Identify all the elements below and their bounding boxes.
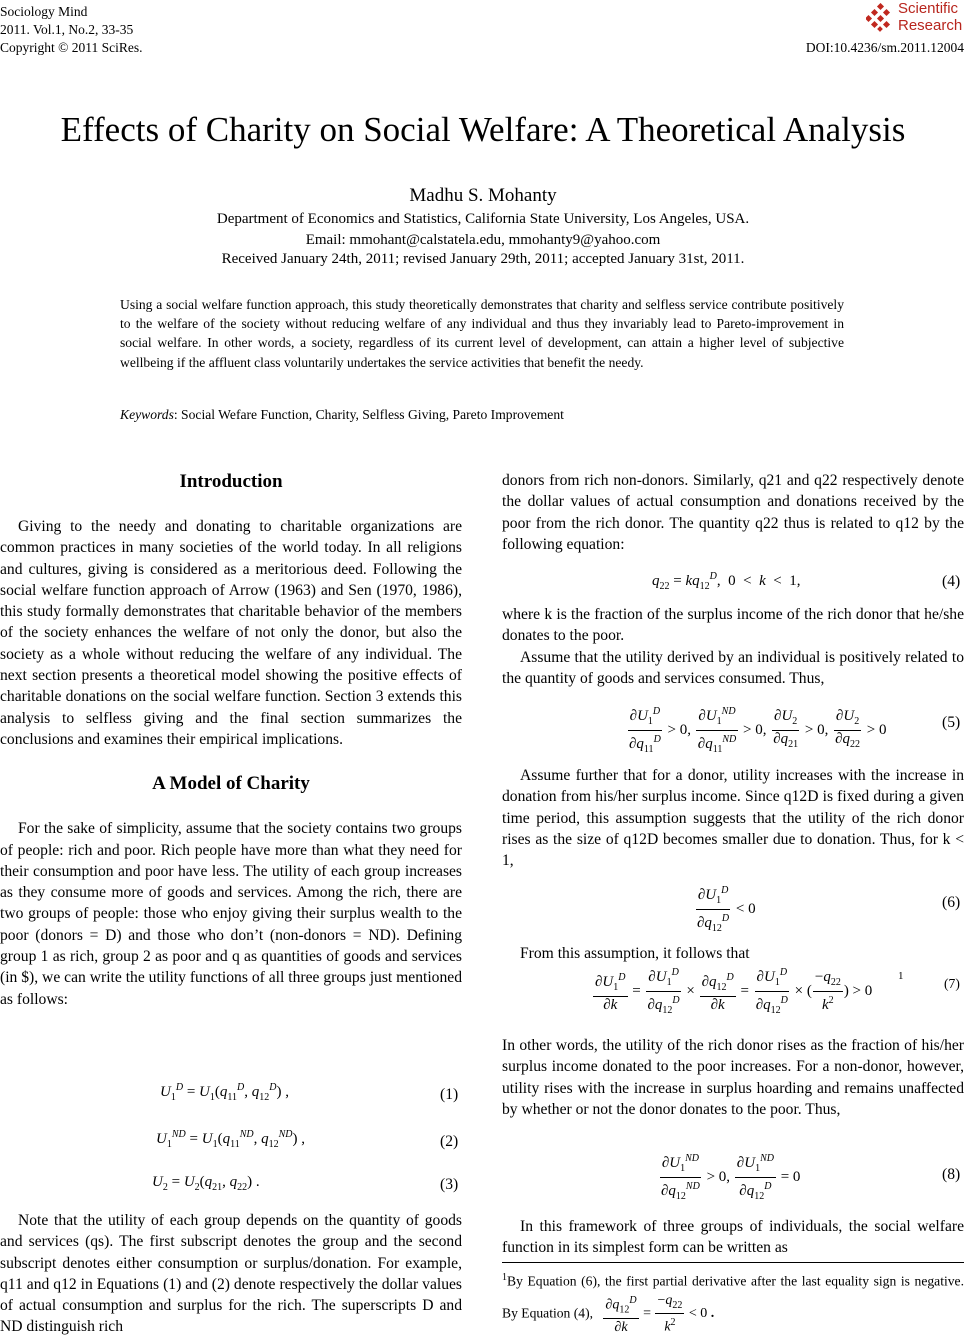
right-column-mid <box>502 604 964 689</box>
doi: DOI:10.4236/sm.2011.12004 <box>805 40 964 55</box>
author: Madhu S. Mohanty <box>409 185 557 206</box>
publisher-word-2: Research <box>898 17 963 34</box>
right-paragraph-7: In this framework of three groups of individuals, the social welfare function in its simplest form can be written as <box>502 1218 964 1257</box>
right-column-framework <box>502 1216 964 1259</box>
volume-info: 2011. Vol.1, No.2, 33-35 <box>0 22 134 37</box>
paper-title: Effects of Charity on Social Welfare: A Theoretical Analysis <box>60 110 906 149</box>
right-paragraph-2: where k is the fraction of the surplus income of the rich donor that he/she donates to the poor. <box>502 606 964 645</box>
note-paragraph: Note that the utility of each group depends on the quantity of goods and services (qs). The first subscript denotes the group and the second subscript denotes either consumption or surplus/donation. For example, q11 and q12 in Equations (1) and (2) denote respectively the dollar values of actual consumption and surplus for the rich. The superscripts D and ND distinguish rich <box>0 1212 462 1336</box>
journal-name: Sociology Mind <box>0 4 88 19</box>
equation-1-number: (1) <box>440 1086 459 1103</box>
equation-4: $q_{22} = kq_{12}^D$, 0 < k < 1, <box>652 571 801 592</box>
equation-4-number: (4) <box>942 573 961 590</box>
footnote-rule <box>502 1262 964 1263</box>
right-paragraph-4: Assume further that for a donor, utility increases with the increase in donation from his/her surplus income. Since q12D is fixed during a given time period, this assumption suggests that the utility of the rich donor rises as the size of q12D becomes smaller due to donation. Thus, for k < 1, <box>502 767 964 870</box>
email: Email: mmohant@calstatela.edu, mmohanty9@yahoo.com <box>305 232 661 248</box>
right-column-assume <box>502 765 964 871</box>
right-paragraph-1: donors from rich non-donors. Similarly, q21 and q22 respectively denote the dollar values of actual consumption and donations received by the poor from the rich donor. The quantity q22 thus is related to q12 by the following equation: <box>502 472 964 553</box>
received-dates: Received January 24th, 2011; revised January 29th, 2011; accepted January 31st, 2011. <box>221 251 745 267</box>
footnote-mark: 1 <box>502 1272 507 1283</box>
equation-7-footnote-mark: 1 <box>898 970 904 982</box>
keywords <box>120 405 844 424</box>
right-paragraph-3: Assume that the utility derived by an individual is positively related to the quantity of goods and services consumed. Thus, <box>502 648 964 687</box>
equation-3: $U_2 = U_2(q_{21}$, $q_{22}$) . <box>152 1174 260 1193</box>
abstract: Using a social welfare function approach, this study theoretically demonstrates that charity and selfless service contribute positively to the welfare of the society without reducing welfare of any individual and thus they invariably lead to Pareto-improvement in social welfare. In other words, a society, regardless of its current level of development, can attain a higher level of subjective wellbeing if the affluent class voluntarily undertakes the service activities that benefit the needy. <box>120 297 844 370</box>
intro-paragraph: Giving to the needy and donating to charitable organizations are common practices in many societies of the world today. In all religions and cultures, giving is considered as a meritorious deed. Following the social welfare function approach of Arrow (1963) and Sen (1970, 1986), this study formally demonstrates that charitable behavior of the members of the society enhances the welfare of not only the donor, but also the society as a whole without reducing the welfare of any individual. The next section presents a theoretical model showing the positive effects of charitable donations on the social welfare function. Section 3 extends this analysis to selfless giving and the final section summarizes the conclusions and examines their empirical implications. <box>0 518 462 748</box>
equation-2-number: (2) <box>440 1133 459 1150</box>
right-paragraph-6: In other words, the utility of the rich donor rises as the fraction of his/her surplus income donated to the poor increases. For a non-donor, however, utility rises with the increase in surplus hoarding and remains unaffected by whether or not the donor donates to the poor. Thus, <box>502 1037 964 1118</box>
equation-3-number: (3) <box>440 1176 459 1193</box>
right-column-from <box>502 943 964 964</box>
model-paragraph: For the sake of simplicity, assume that the society contains two groups of people: rich and poor. Rich people have more than what they need for their consumption and poor have less. The utility of each group increases as they consume more of goods and services. Among the rich, there are two groups of people: those who enjoy giving their surplus wealth to the poor (donors = D) and those who don’t (non-donors = ND). Defining group 1 as rich, group 2 as poor and q as quantities of goods and services (in $), we can write the utility functions of all three groups just mentioned as follows: <box>0 820 462 1008</box>
equation-6: $\frac{\partial U_1^D}{\partial q_{12}^D}$ < 0 <box>694 882 756 937</box>
footnote-equation: $\frac{\partial q_{12}^D}{\partial k}$ = $\frac{-q_{22}}{k^2}$ < 0 . <box>605 1292 715 1335</box>
right-paragraph-5: From this assumption, it follows that <box>520 945 750 962</box>
copyright: Copyright © 2011 SciRes. <box>0 40 143 55</box>
left-column-bottom <box>0 1210 462 1338</box>
footnote-text: By Equation (6), the first partial derivative after the last equality sign is negative. By Equation (4), <box>502 1273 964 1320</box>
equation-8: $\frac{\partial U_1^{ND}}{\partial q_{12}^{ND}}$ > 0, $\frac{\partial U_1^{ND}}{\partial q_{12}^D}$ = 0 <box>658 1150 800 1205</box>
keywords-label: Keywords <box>120 407 174 422</box>
equation-1: $U_1^D = U_1(q_{11}^D$, $q_{12}^D$) , <box>160 1082 289 1103</box>
footnote <box>502 1268 964 1336</box>
affiliation: Department of Economics and Statistics, California State University, Los Angeles, USA. <box>216 211 750 227</box>
equation-2: $U_1^{ND} = U_1(q_{11}^{ND}$, $q_{12}^{ND}$) , <box>156 1129 306 1150</box>
left-column <box>0 470 462 1010</box>
model-heading: A Model of Charity <box>152 773 310 795</box>
publisher-word-1: Scientific <box>898 0 959 17</box>
equation-5-number: (5) <box>942 714 961 731</box>
publisher-logo <box>866 0 966 36</box>
equation-5: $\frac{\partial U_1^D}{\partial q_{11}^D}$ > 0, $\frac{\partial U_1^{ND}}{\partial q_{11}^{ND}}$ > 0, $\frac{\partial U_2}{\partial q_{21}}$ > 0, $\frac{\partial U_2}{\partial q_{22}}$ > 0 <box>626 703 886 758</box>
equation-7: $\frac{\partial U_1^D}{\partial k}$ = $\frac{\partial U_1^D}{\partial q_{12}^D}$ × $\frac{\partial q_{12}^D}{\partial k}$ = $\frac{\partial U_1^D}{\partial q_{12}^D}$ × ( $\frac{-q_{22}}{k^2}$ ) > 0 <box>592 964 872 1019</box>
right-column-top <box>502 470 964 555</box>
right-column-words <box>502 1035 964 1120</box>
equation-8-number: (8) <box>942 1166 961 1183</box>
logo-mark-icon <box>866 3 896 33</box>
equation-6-number: (6) <box>942 894 961 911</box>
keywords-text: : Social Wefare Function, Charity, Selfless Giving, Pareto Improvement <box>173 407 564 422</box>
introduction-heading: Introduction <box>179 471 283 492</box>
equation-7-number: (7) <box>944 976 960 991</box>
